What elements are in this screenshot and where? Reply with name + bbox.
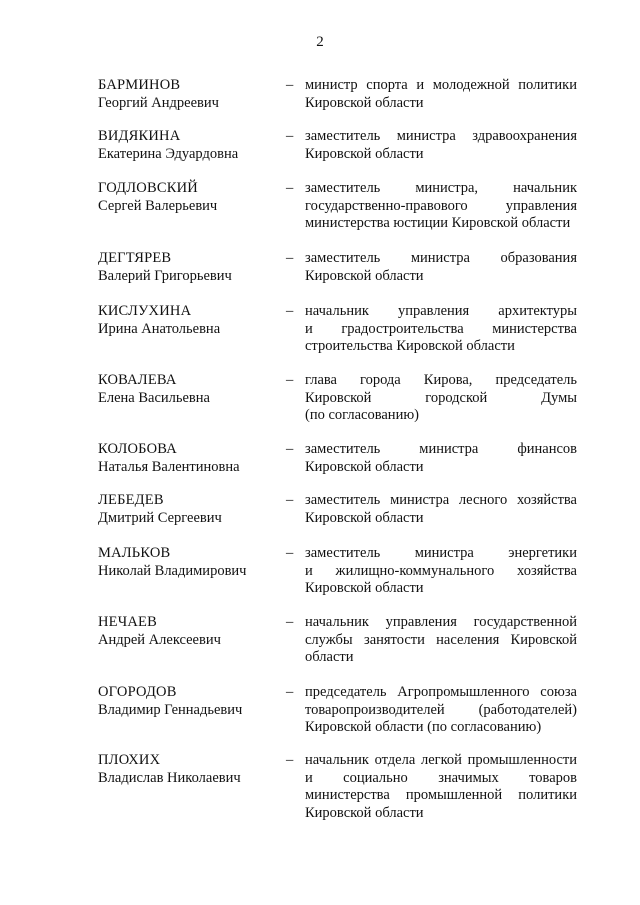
member-surname: ОГОРОДОВ: [98, 684, 177, 700]
position-line: и градостроительства министерства: [305, 320, 577, 337]
position-line: Кировской области: [305, 804, 424, 821]
member-given-names: Ирина Анатольевна: [98, 320, 221, 337]
position-line: начальник управления архитектуры: [305, 303, 577, 319]
member-name: [98, 684, 278, 719]
page-number: 2: [316, 34, 324, 50]
position-line: министр спорта и молодежной политики: [305, 77, 577, 93]
position-line: Кировской области: [305, 94, 424, 111]
position-line: Кировской области: [305, 145, 424, 162]
member-position: [305, 684, 577, 737]
member-name: [98, 303, 278, 338]
member-position: [305, 180, 577, 233]
member-position: [305, 545, 577, 598]
member-surname: ПЛОХИХ: [98, 752, 161, 768]
position-line: товаропроизводителей (работодателей): [305, 701, 577, 718]
member-name: [98, 372, 278, 407]
position-line: глава города Кирова, председатель: [305, 372, 577, 388]
member-name: [98, 128, 278, 163]
member-given-names: Валерий Григорьевич: [98, 267, 232, 284]
member-given-names: Георгий Андреевич: [98, 94, 219, 111]
position-line: области: [305, 649, 354, 665]
position-line: строительства Кировской области: [305, 338, 515, 354]
member-given-names: Елена Васильевна: [98, 389, 210, 406]
member-position: [305, 128, 577, 163]
member-surname: ГОДЛОВСКИЙ: [98, 180, 198, 196]
member-name: [98, 752, 278, 787]
member-surname: БАРМИНОВ: [98, 77, 181, 93]
member-given-names: Дмитрий Сергеевич: [98, 509, 222, 526]
separator-dash: –: [286, 180, 294, 196]
member-name: [98, 180, 278, 215]
member-given-names: Сергей Валерьевич: [98, 197, 218, 214]
position-line: заместитель министра образования: [305, 250, 577, 266]
member-position: [305, 77, 577, 112]
member-name: [98, 614, 278, 649]
member-position: [305, 441, 577, 476]
position-line: (по согласованию): [305, 407, 419, 423]
position-line: Кировской области: [305, 458, 424, 475]
position-line: службы занятости населения Кировской: [305, 631, 577, 648]
separator-dash: –: [286, 303, 294, 319]
member-surname: КИСЛУХИНА: [98, 303, 192, 319]
separator-dash: –: [286, 545, 294, 561]
member-name: [98, 545, 278, 580]
member-position: [305, 492, 577, 527]
position-line: Кировской области: [305, 267, 424, 284]
separator-dash: –: [286, 492, 294, 508]
position-line: и социально значимых товаров: [305, 769, 577, 786]
separator-dash: –: [286, 250, 294, 266]
member-position: [305, 303, 577, 356]
position-line: начальник управления государственной: [305, 614, 577, 630]
separator-dash: –: [286, 441, 294, 457]
separator-dash: –: [286, 614, 294, 630]
member-surname: ДЕГТЯРЕВ: [98, 250, 172, 266]
member-position: [305, 372, 577, 425]
member-position: [305, 614, 577, 667]
member-position: [305, 752, 577, 822]
member-given-names: Николай Владимирович: [98, 562, 247, 579]
position-line: Кировской городской Думы: [305, 389, 577, 406]
member-given-names: Екатерина Эдуардовна: [98, 145, 239, 162]
position-line: заместитель министра, начальник: [305, 180, 577, 196]
member-name: [98, 441, 278, 476]
member-surname: НЕЧАЕВ: [98, 614, 157, 630]
position-line: Кировской области (по согласованию): [305, 719, 542, 735]
separator-dash: –: [286, 372, 294, 388]
position-line: и жилищно-коммунального хозяйства: [305, 562, 577, 579]
member-name: [98, 492, 278, 527]
member-name: [98, 250, 278, 285]
member-given-names: Владимир Геннадьевич: [98, 701, 243, 718]
position-line: начальник отдела легкой промышленности: [305, 752, 577, 768]
position-line: министерства промышленной политики: [305, 787, 577, 803]
separator-dash: –: [286, 77, 294, 93]
separator-dash: –: [286, 128, 294, 144]
position-line: заместитель министра энергетики: [305, 545, 577, 561]
position-line: Кировской области: [305, 580, 424, 596]
member-surname: КОЛОБОВА: [98, 441, 177, 457]
position-line: заместитель министра лесного хозяйства: [305, 492, 577, 508]
member-given-names: Андрей Алексеевич: [98, 631, 221, 648]
member-position: [305, 250, 577, 285]
separator-dash: –: [286, 752, 294, 768]
position-line: заместитель министра финансов: [305, 441, 577, 457]
member-surname: МАЛЬКОВ: [98, 545, 171, 561]
position-line: Кировской области: [305, 509, 424, 526]
member-surname: ЛЕБЕДЕВ: [98, 492, 164, 508]
member-surname: ВИДЯКИНА: [98, 128, 181, 144]
position-line: заместитель министра здравоохранения: [305, 128, 577, 144]
member-name: [98, 77, 278, 112]
position-line: председатель Агропромышленного союза: [305, 684, 577, 700]
position-line: министерства юстиции Кировской области: [305, 215, 571, 231]
separator-dash: –: [286, 684, 294, 700]
member-given-names: Владислав Николаевич: [98, 769, 241, 786]
position-line: государственно-правового управления: [305, 197, 577, 214]
member-surname: КОВАЛЕВА: [98, 372, 177, 388]
member-given-names: Наталья Валентиновна: [98, 458, 240, 475]
